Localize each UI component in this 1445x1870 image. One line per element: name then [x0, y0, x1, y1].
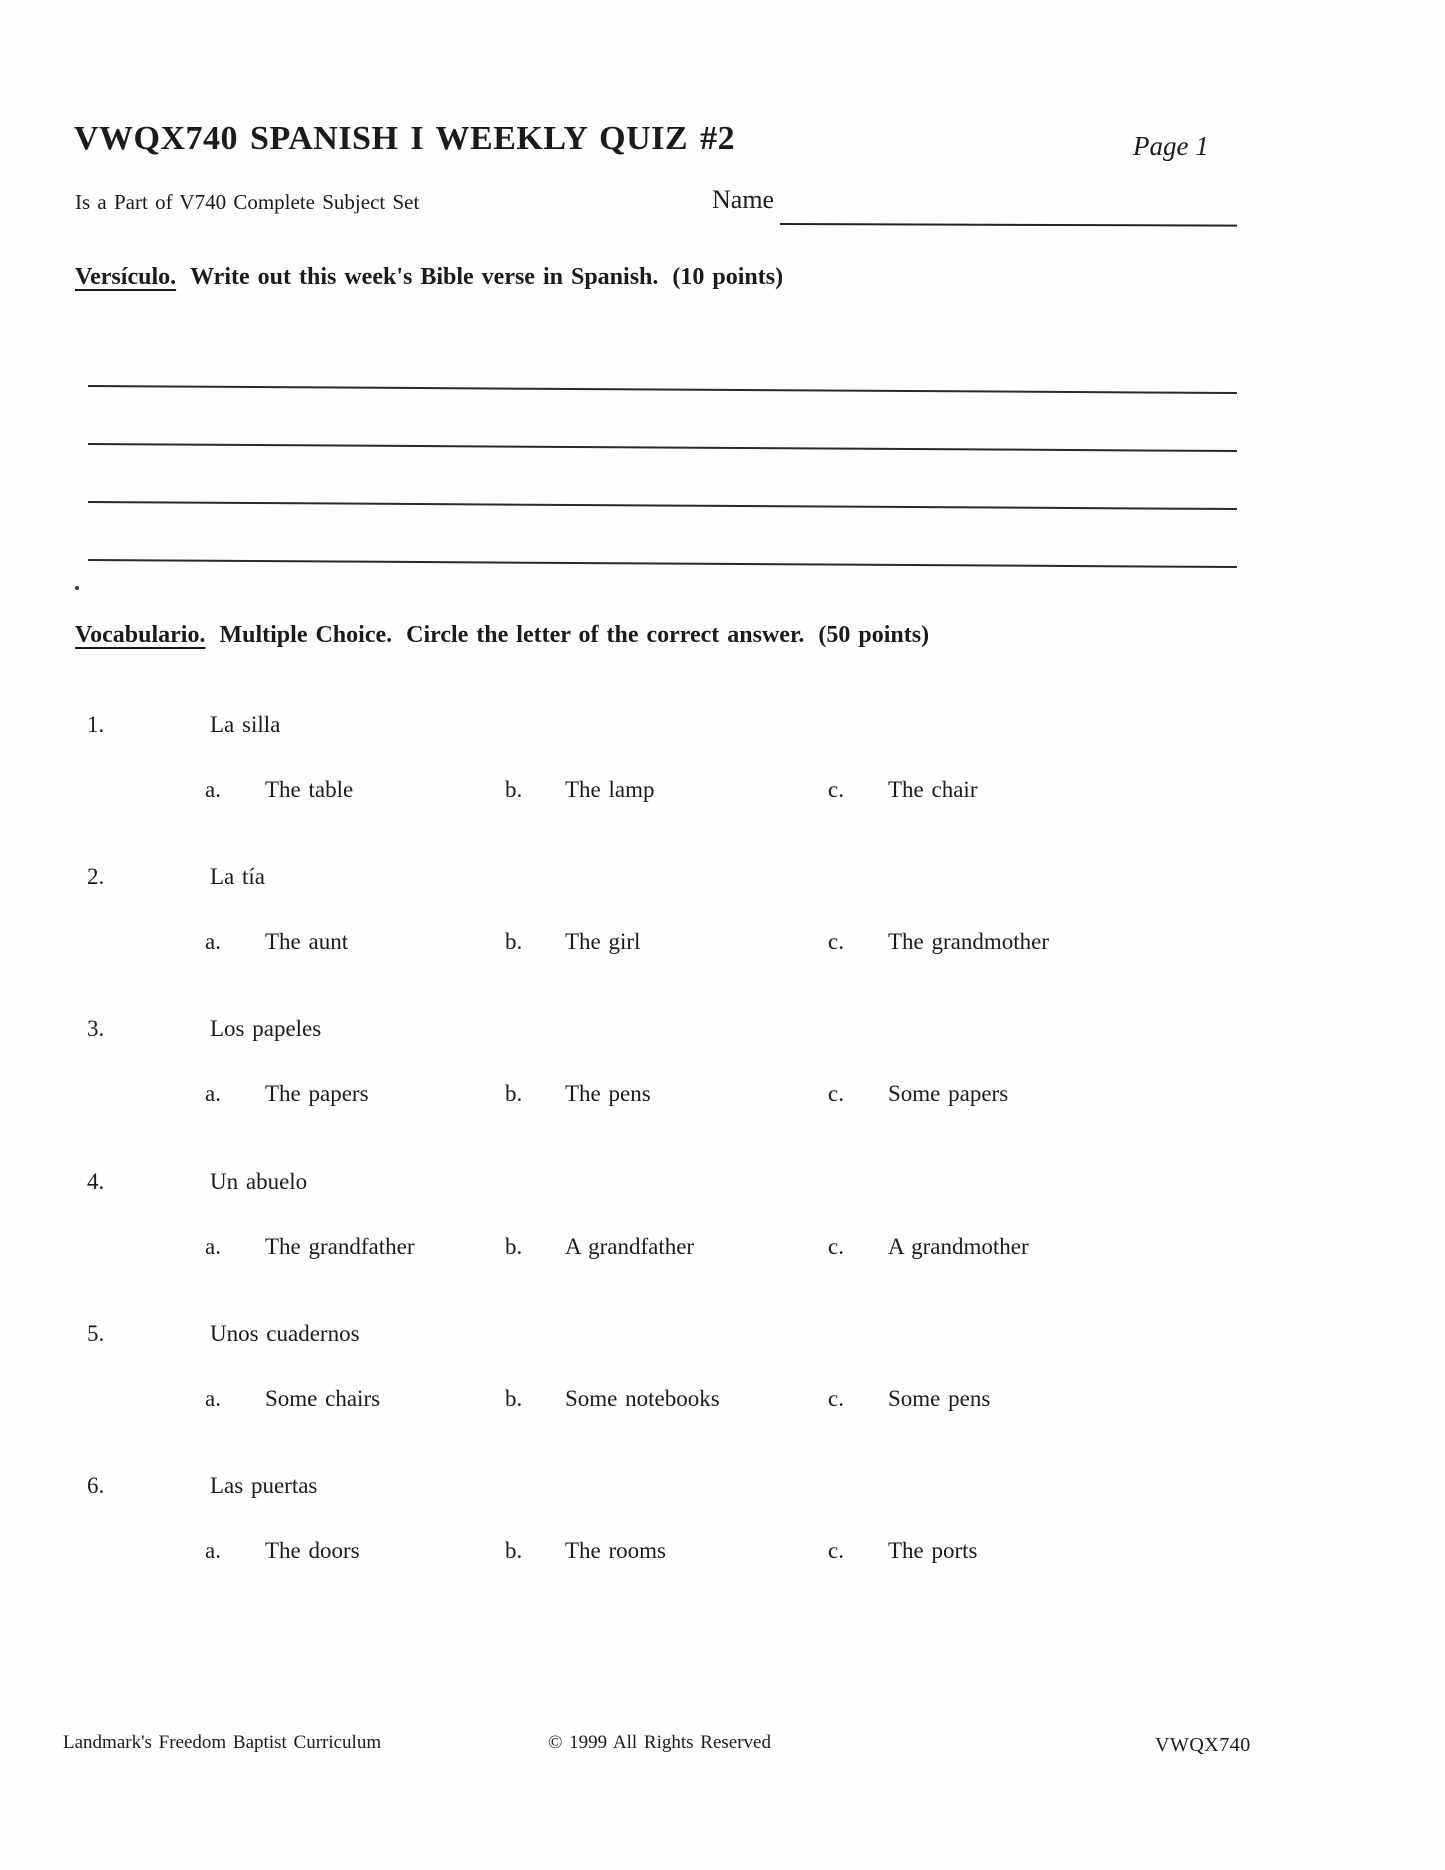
question-number: 3. — [87, 1016, 105, 1041]
answer-option[interactable] — [205, 1081, 369, 1107]
vocabulario-instruction-1: Multiple Choice. — [219, 622, 393, 648]
question-row — [0, 712, 1445, 822]
page-title: VWQX740 SPANISH I WEEKLY QUIZ #2 — [74, 120, 736, 157]
option-text: A grandfather — [565, 1234, 695, 1259]
versiculo-instructions: Write out this week's Bible verse in Spanish. — [190, 264, 659, 290]
answer-option[interactable] — [505, 777, 655, 803]
option-text: The rooms — [565, 1538, 667, 1563]
answer-line[interactable] — [88, 443, 1237, 452]
question-row — [0, 1473, 1445, 1583]
answer-option[interactable] — [828, 929, 1049, 955]
scan-speck — [75, 586, 79, 590]
option-letter[interactable]: b. — [505, 929, 523, 954]
option-letter[interactable]: b. — [505, 1386, 523, 1411]
answer-option[interactable] — [205, 1234, 415, 1260]
option-text: Some notebooks — [565, 1386, 720, 1411]
option-text: The ports — [888, 1538, 978, 1563]
question-number: 2. — [87, 864, 105, 889]
option-text: The chair — [888, 777, 978, 802]
question-row — [0, 1321, 1445, 1431]
versiculo-points: (10 points) — [672, 264, 784, 290]
answer-option[interactable] — [205, 1538, 360, 1564]
answer-option[interactable] — [505, 1081, 651, 1107]
answer-option[interactable] — [205, 1386, 380, 1412]
question-number: 6. — [87, 1473, 105, 1498]
question-row — [0, 1169, 1445, 1279]
answer-option[interactable] — [828, 1386, 990, 1412]
answer-option[interactable] — [505, 929, 640, 955]
option-text: A grandmother — [888, 1234, 1029, 1259]
option-letter[interactable]: a. — [205, 929, 221, 954]
answer-option[interactable] — [505, 1386, 720, 1412]
option-letter[interactable]: b. — [505, 1538, 523, 1563]
footer-publisher: Landmark's Freedom Baptist Curriculum — [63, 1732, 382, 1753]
option-text: Some chairs — [265, 1386, 381, 1411]
vocabulario-instruction-2: Circle the letter of the correct answer. — [406, 622, 805, 648]
option-text: The pens — [565, 1081, 651, 1106]
answer-line[interactable] — [88, 501, 1237, 510]
option-letter[interactable]: c. — [828, 777, 844, 802]
option-letter[interactable]: b. — [505, 777, 523, 802]
option-letter[interactable]: b. — [505, 1234, 523, 1259]
option-text: The girl — [565, 929, 641, 954]
option-letter[interactable]: a. — [205, 1538, 221, 1563]
question-row — [0, 1016, 1445, 1126]
option-letter[interactable]: c. — [828, 929, 844, 954]
versiculo-heading — [75, 264, 783, 291]
vocabulario-heading — [75, 622, 929, 649]
subject-set-note: Is a Part of V740 Complete Subject Set — [75, 190, 420, 214]
question-prompt: Las puertas — [210, 1473, 318, 1498]
option-text: The grandfather — [265, 1234, 415, 1259]
question-number: 1. — [87, 712, 105, 737]
option-text: The doors — [265, 1538, 360, 1563]
answer-option[interactable] — [828, 777, 977, 803]
answer-option[interactable] — [205, 929, 348, 955]
option-letter[interactable]: a. — [205, 777, 221, 802]
option-letter[interactable]: c. — [828, 1538, 844, 1563]
answer-option[interactable] — [828, 1081, 1008, 1107]
page-number: Page 1 — [1133, 131, 1209, 161]
option-letter[interactable]: a. — [205, 1234, 221, 1259]
question-prompt: La tía — [210, 864, 265, 889]
answer-option[interactable] — [505, 1538, 666, 1564]
option-text: The grandmother — [888, 929, 1050, 954]
vocabulario-points: (50 points) — [818, 622, 930, 648]
question-prompt: Un abuelo — [210, 1169, 308, 1194]
option-text: Some papers — [888, 1081, 1009, 1106]
answer-option[interactable] — [828, 1538, 978, 1564]
option-letter[interactable]: c. — [828, 1234, 844, 1259]
option-letter[interactable]: a. — [205, 1386, 221, 1411]
footer-copyright: © 1999 All Rights Reserved — [548, 1732, 771, 1753]
option-letter[interactable]: c. — [828, 1386, 844, 1411]
answer-option[interactable] — [205, 777, 353, 803]
name-label: Name — [712, 185, 775, 214]
question-number: 5. — [87, 1321, 105, 1346]
footer-code: VWQX740 — [1155, 1734, 1251, 1756]
answer-option[interactable] — [505, 1234, 694, 1260]
option-text: The aunt — [265, 929, 349, 954]
name-blank-line[interactable] — [780, 223, 1237, 227]
option-text: Some pens — [888, 1386, 991, 1411]
option-text: The lamp — [565, 777, 655, 802]
question-prompt: Unos cuadernos — [210, 1321, 360, 1346]
option-text: The papers — [265, 1081, 369, 1106]
option-letter[interactable]: b. — [505, 1081, 523, 1106]
question-prompt: La silla — [210, 712, 281, 737]
answer-line[interactable] — [88, 385, 1237, 394]
answer-option[interactable] — [828, 1234, 1029, 1260]
versiculo-heading-word: Versículo. — [75, 264, 177, 290]
option-text: The table — [265, 777, 354, 802]
vocabulario-heading-word: Vocabulario. — [75, 622, 206, 648]
question-number: 4. — [87, 1169, 105, 1194]
answer-line[interactable] — [88, 559, 1237, 568]
question-row — [0, 864, 1445, 974]
question-prompt: Los papeles — [210, 1016, 322, 1041]
option-letter[interactable]: a. — [205, 1081, 221, 1106]
option-letter[interactable]: c. — [828, 1081, 844, 1106]
